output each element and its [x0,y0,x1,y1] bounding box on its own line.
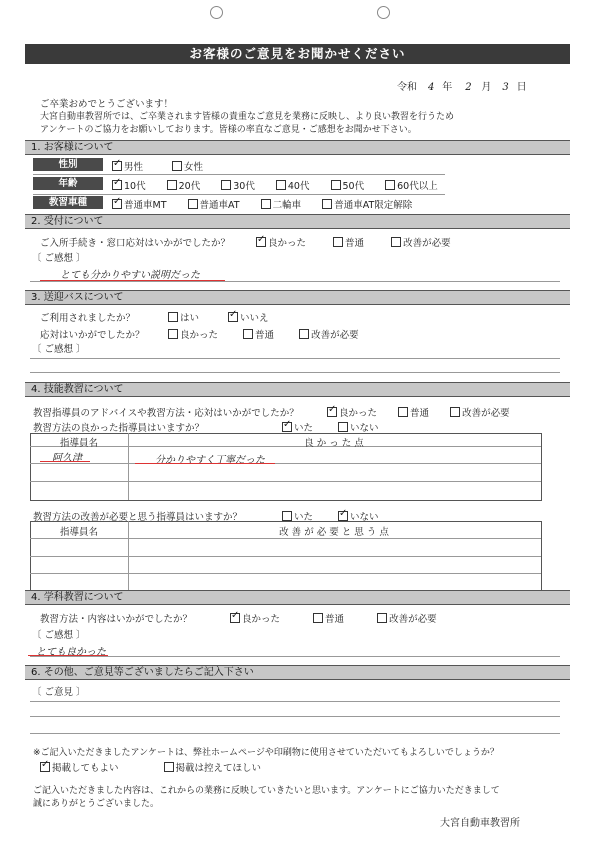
age-option-60s[interactable]: 60代以上 [385,181,438,192]
punch-hole-left [210,6,223,19]
closing-line-2: 誠にありがとうございました。 [33,799,160,809]
checkbox-icon[interactable] [168,312,178,322]
skill-q1: 教習指導員のアドバイスや教習方法・応対はいかがでしたか？ [33,408,299,419]
section-header-other: 6. その他、ご意見等ございましたらご記入下さい [25,665,570,680]
checkbox-icon[interactable] [112,180,122,190]
checkbox-icon[interactable] [391,237,401,247]
checkbox-icon[interactable] [331,180,341,190]
course-option-mt[interactable]: ✓ 普通車MT [112,200,167,211]
reception-option-improve[interactable]: 改善が必要 [391,238,451,249]
date-day[interactable]: 3 [502,82,509,93]
shuttle-q1: ご利用されましたか？ [40,313,136,324]
skill-q3-option-no[interactable]: ✓ いない [338,512,379,523]
consent-option-deny[interactable]: 掲載は控えてほしい [164,763,262,774]
shuttle-option-yes[interactable]: はい [168,313,199,324]
checkbox-icon[interactable] [168,329,178,339]
date-year[interactable]: 4 [428,82,435,93]
course-option-at-release[interactable]: 普通車AT限定解除 [322,200,412,211]
checkbox-icon[interactable] [276,180,286,190]
shuttle-impression-label: 〔 ご感想 〕 [32,344,86,355]
checkbox-icon[interactable] [167,180,177,190]
checkbox-icon[interactable] [338,422,348,432]
checkbox-icon[interactable] [313,613,323,623]
section-header-lecture: 4. 学科教習について [25,590,570,605]
skill-q2-option-no[interactable]: いない [338,423,379,434]
age-label: 年齢 [33,177,103,190]
footer-school-name: 大宮自動車教習所 [440,818,520,829]
reception-impression-label: 〔 ご感想 〕 [32,253,86,264]
lecture-impression-text[interactable]: とても良かった [36,647,106,658]
checkbox-icon[interactable] [172,161,182,171]
date-era: 令和 [397,82,417,93]
checkbox-icon[interactable] [112,161,122,171]
age-option-30s[interactable]: 30代 [221,181,255,192]
table2-col-instructor: 指導員名 [59,527,98,538]
section-header-shuttle: 3. 送迎バスについて [25,290,570,305]
checkbox-icon[interactable] [282,422,292,432]
age-option-50s[interactable]: 50代 [331,181,365,192]
reception-option-normal[interactable]: 普通 [333,238,364,249]
checkbox-icon[interactable] [327,407,337,417]
lecture-option-good[interactable]: ✓ 良かった [230,614,280,625]
table1-col-good-points: 良 か っ た 点 [304,438,364,449]
reception-option-good[interactable]: ✓ 良かった [256,238,306,249]
skill-q3-option-yes[interactable]: いた [282,512,313,523]
checkbox-icon[interactable] [322,199,332,209]
date [397,78,527,93]
checkbox-icon[interactable] [228,312,238,322]
checkbox-icon[interactable] [112,199,122,209]
checkbox-icon[interactable] [243,329,253,339]
checkbox-icon[interactable] [282,511,292,521]
intro-line-1: ご卒業おめでとうございます！ [40,99,174,110]
checkbox-icon[interactable] [338,511,348,521]
lecture-option-normal[interactable]: 普通 [313,614,344,625]
checkbox-icon[interactable] [40,762,50,772]
checkbox-icon[interactable] [256,237,266,247]
skill-q1-options [327,405,510,419]
date-day-unit: 日 [516,82,527,93]
gender-label: 性別 [33,158,103,171]
course-option-at[interactable]: 普通車AT [188,200,240,211]
table1-col-instructor: 指導員名 [59,438,98,449]
date-year-unit: 年 [442,82,453,93]
table1-row1-text[interactable]: 分かりやすく丁寧だった [155,455,265,466]
shuttle-q2: 応対はいかがでしたか？ [40,330,145,341]
lecture-options [230,611,437,625]
table2-col-improve-points: 改 善 が 必 要 と 思 う 点 [279,527,389,538]
skill-option-improve[interactable]: 改善が必要 [450,408,510,419]
reception-options [256,235,451,249]
skill-option-good[interactable]: ✓ 良かった [327,408,377,419]
date-month-unit: 月 [481,82,492,93]
closing-line-1: ご記入いただきました内容は、これからの業務に反映していきたいと思います。アンケートにご協力いただきまして [33,786,500,796]
age-option-10s[interactable]: ✓ 10代 [112,181,146,192]
page-title: お客様のご意見をお聞かせください [25,44,570,64]
checkbox-icon[interactable] [450,407,460,417]
reception-question: ご入所手続き・窓口応対はいかがでしたか？ [40,238,231,249]
section-header-skill: 4. 技能教習について [25,382,570,397]
gender-option-female[interactable]: 女性 [172,162,203,173]
table1-row1-name[interactable]: 阿久津 [52,453,82,464]
skill-option-normal[interactable]: 普通 [398,408,429,419]
shuttle-option-improve[interactable]: 改善が必要 [299,330,359,341]
checkbox-icon[interactable] [398,407,408,417]
course-options [112,197,412,211]
reception-impression-text[interactable]: とても分かりやすい説明だった [60,270,200,281]
consent-options [40,760,261,774]
age-option-40s[interactable]: 40代 [276,181,310,192]
gender-option-male[interactable]: ✓ 男性 [112,162,143,173]
gender-options [112,159,203,173]
checkbox-icon[interactable] [385,180,395,190]
checkbox-icon[interactable] [261,199,271,209]
skill-q2-options [282,420,379,434]
age-option-20s[interactable]: 20代 [167,181,201,192]
consent-question: ※ご記入いただきましたアンケートは、弊社ホームページや印刷物に使用させていただいてもよろしいでしょうか？ [33,748,499,758]
shuttle-option-normal[interactable]: 普通 [243,330,274,341]
shuttle-option-good[interactable]: 良かった [168,330,218,341]
course-option-bike[interactable]: 二輪車 [261,200,302,211]
skill-q3: 教習方法の改善が必要と思う指導員はいますか？ [33,512,243,523]
lecture-impression-label: 〔 ご感想 〕 [32,630,86,641]
checkbox-icon[interactable] [221,180,231,190]
intro-line-2: 大宮自動車教習所では、ご卒業されます皆様の貴重なご意見を業務に反映し、より良い教習を行うため [40,112,455,122]
consent-option-allow[interactable]: ✓掲載してもよい [40,763,119,774]
skill-q2: 教習方法の良かった指導員はいますか？ [33,423,205,434]
lecture-question: 教習方法・内容はいかがでしたか？ [40,614,193,625]
checkbox-icon[interactable] [333,237,343,247]
lecture-option-improve[interactable]: 改善が必要 [377,614,437,625]
section-header-reception: 2. 受付について [25,214,570,229]
date-month[interactable]: 2 [465,82,472,93]
checkbox-icon[interactable] [299,329,309,339]
punch-hole-right [377,6,390,19]
shuttle-option-no[interactable]: ✓ いいえ [228,313,269,324]
age-options [112,178,438,192]
skill-q2-option-yes[interactable]: ✓ いた [282,423,313,434]
checkbox-icon[interactable] [188,199,198,209]
other-opinion-label: 〔 ご意見 〕 [32,687,86,698]
intro-line-3: アンケートのご協力をお願いしております。皆様の率直なご意見・ご感想をお聞かせ下さい。 [40,125,417,135]
section-header-customer: 1. お客様について [25,140,570,155]
shuttle-q1-options [168,310,269,324]
shuttle-q2-options [168,327,359,341]
checkbox-icon[interactable] [164,762,174,772]
checkbox-icon[interactable] [230,613,240,623]
checkbox-icon[interactable] [377,613,387,623]
course-label: 教習車種 [33,196,103,209]
